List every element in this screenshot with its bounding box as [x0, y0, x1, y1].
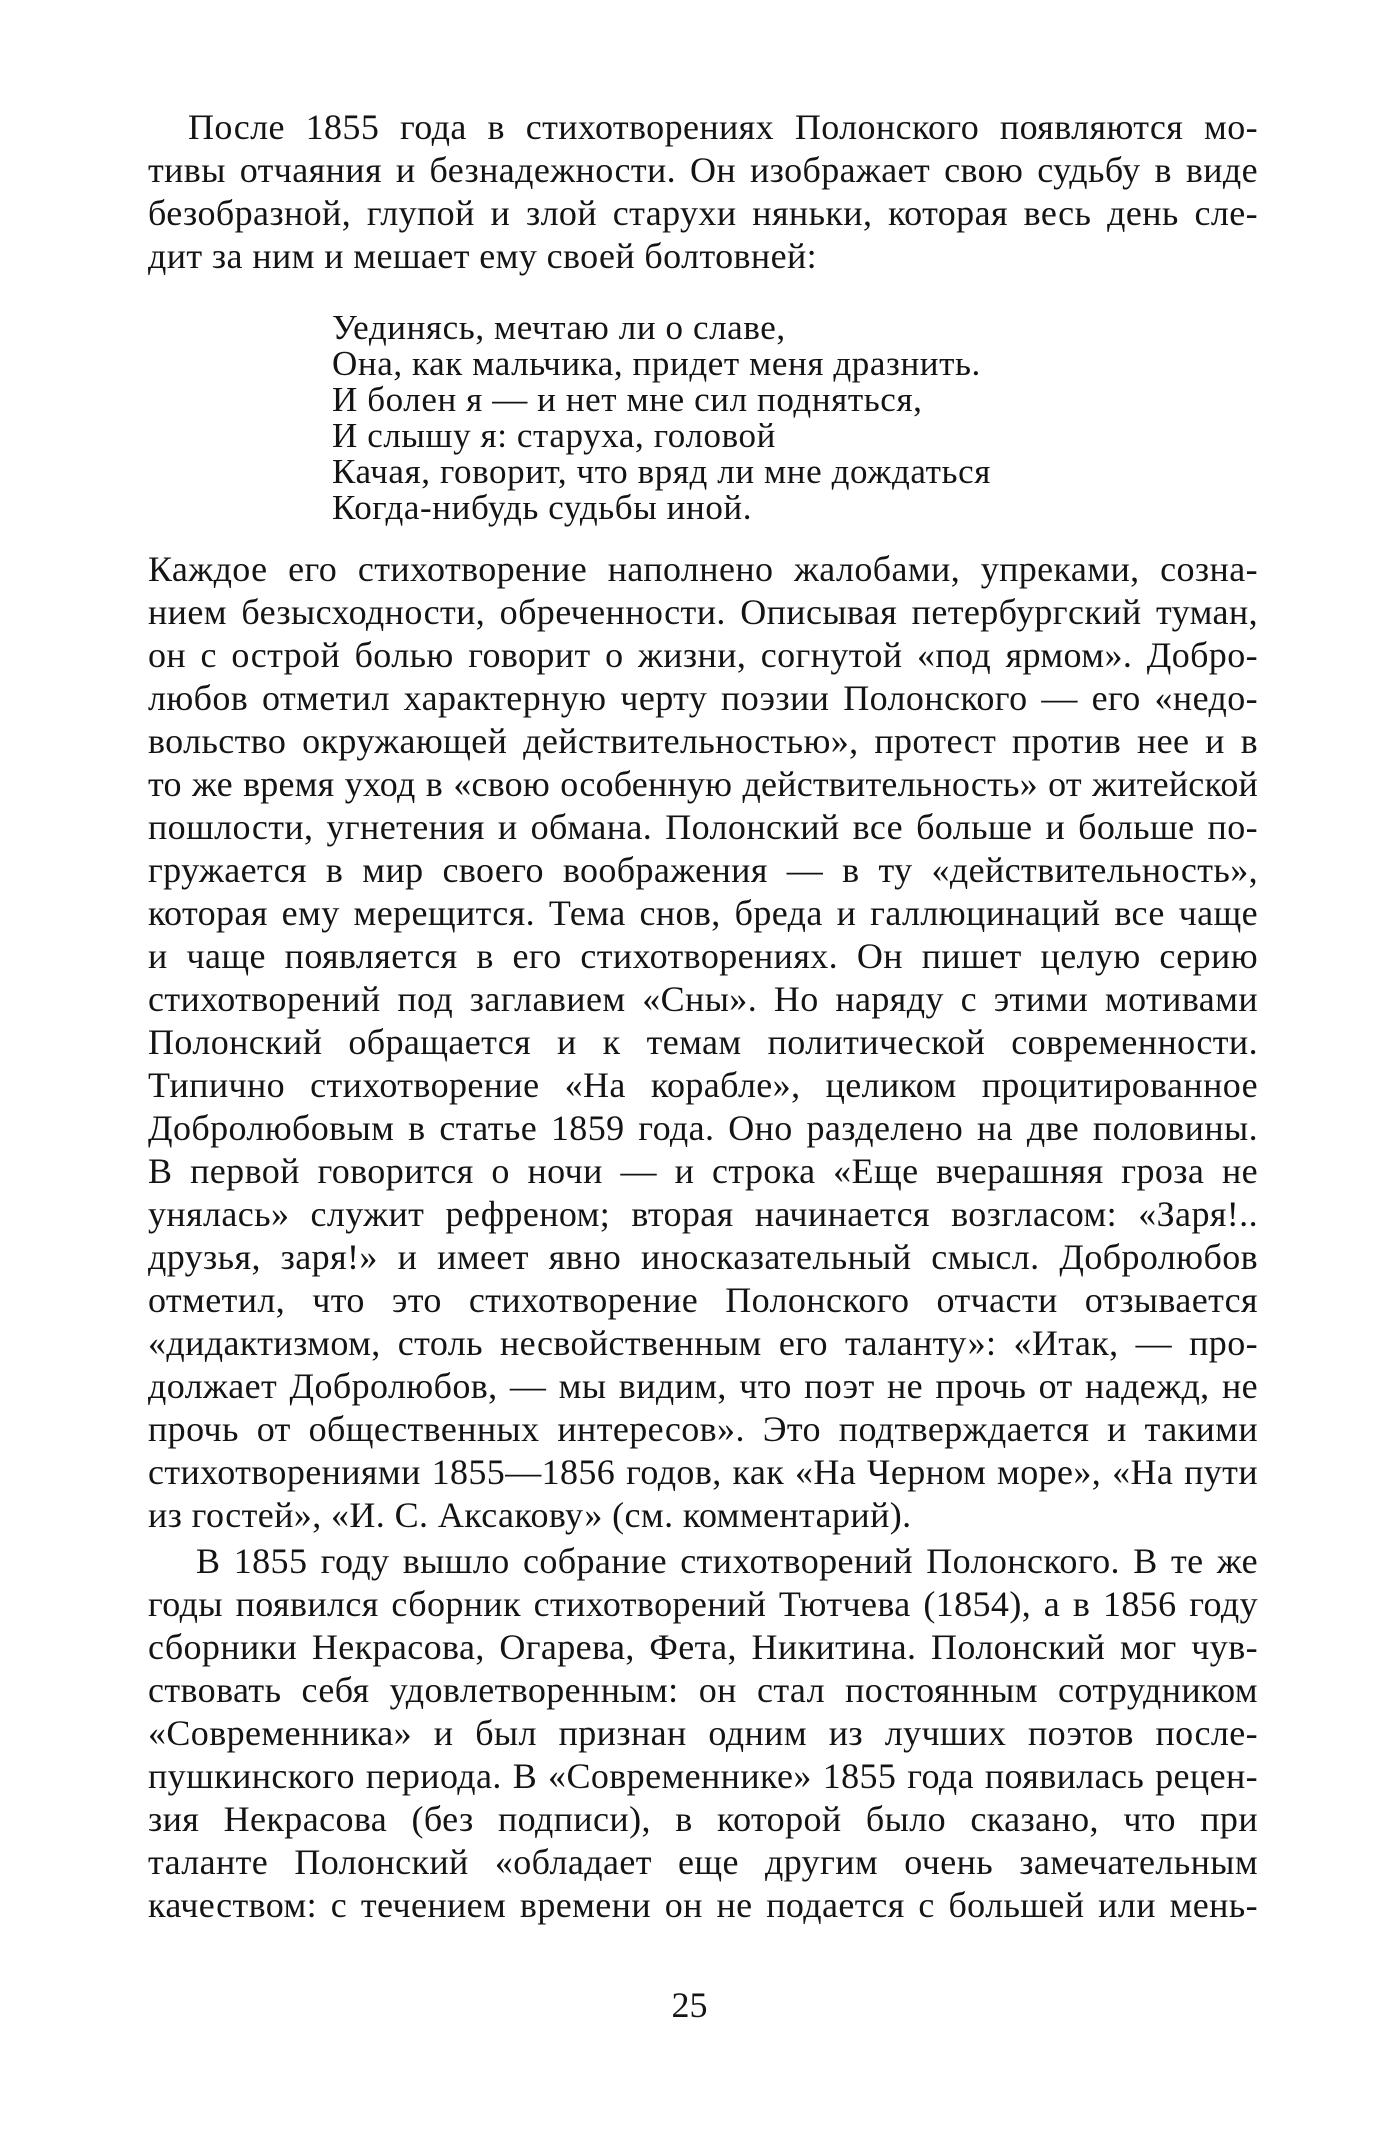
- paragraph-line: стихотворений под заглавием «Сны». Но наряду с этими мотивами: [148, 979, 1258, 1019]
- paragraph-line: и чаще появляется в его стихотворениях. Он пишет целую серию: [148, 936, 1258, 976]
- paragraph-line: таланте Полонский «обладает еще другим очень замечательным: [148, 1842, 1258, 1882]
- verse-line: Когда-нибудь судьбы иной.: [332, 488, 753, 527]
- paragraph-line: пушкинского периода. В «Современнике» 1855 года появилась рецен-: [148, 1756, 1258, 1796]
- paragraph-line: унялась» служит рефреном; вторая начинается возгласом: «Заря!..: [148, 1194, 1258, 1234]
- paragraph-line: Каждое его стихотворение наполнено жалобами, упреками, созна-: [148, 549, 1258, 589]
- verse-line: Качая, говорит, что вряд ли мне дождаться: [332, 452, 991, 491]
- verse-line: И слышу я: старуха, головой: [332, 416, 776, 455]
- verse-line: Уединясь, мечтаю ли о славе,: [332, 308, 786, 347]
- paragraph-line: должает Добролюбов, — мы видим, что поэт не прочь от надежд, не: [148, 1366, 1258, 1406]
- paragraph-line: стихотворениями 1855—1856 годов, как «На Черном море», «На пути: [148, 1452, 1258, 1492]
- paragraph-line: вольство окружающей действительностью», протест против нее и в: [148, 721, 1258, 761]
- paragraph-line: безобразной, глупой и злой старухи няньки, которая весь день сле-: [148, 193, 1258, 233]
- paragraph-line: После 1855 года в стихотворениях Полонского появляются мо-: [188, 107, 1258, 147]
- paragraph-line: В первой говорится о ночи — и строка «Еще вчерашняя гроза не: [148, 1151, 1258, 1191]
- paragraph-line: гружается в мир своего воображения — в ту «действительность»,: [148, 850, 1258, 890]
- paragraph-line: которая ему мерещится. Тема снов, бреда и галлюцинаций все чаще: [148, 893, 1258, 933]
- paragraph-line: прочь от общественных интересов». Это подтверждается и такими: [148, 1409, 1258, 1449]
- paragraph-line: дит за ним и мешает ему своей болтовней:: [148, 236, 818, 276]
- paragraph-line: качеством: с течением времени он не подается с большей или мень-: [148, 1885, 1258, 1925]
- paragraph-line: друзья, заря!» и имеет явно иносказательный смысл. Добролюбов: [148, 1237, 1258, 1277]
- paragraph-line: «Современника» и был признан одним из лучших поэтов после-: [148, 1713, 1258, 1753]
- paragraph-line: то же время уход в «свою особенную действительность» от житейской: [148, 764, 1258, 804]
- page-number: 25: [671, 1985, 708, 2025]
- paragraph-line: Полонский обращается и к темам политической современности.: [148, 1022, 1258, 1062]
- paragraph-line: любов отметил характерную черту поэзии Полонского — его «недо-: [148, 678, 1258, 718]
- paragraph-line: Типично стихотворение «На корабле», целиком процитированное: [148, 1065, 1258, 1105]
- paragraph-line: сборники Некрасова, Огарева, Фета, Никитина. Полонский мог чув-: [148, 1627, 1258, 1667]
- paragraph-line: отметил, что это стихотворение Полонского отчасти отзывается: [148, 1280, 1258, 1320]
- paragraph-line: Добролюбовым в статье 1859 года. Оно разделено на две половины.: [148, 1108, 1258, 1148]
- paragraph-line: годы появился сборник стихотворений Тютчева (1854), а в 1856 году: [148, 1584, 1258, 1624]
- paragraph-line: В 1855 году вышло собрание стихотворений Полонского. В те же: [196, 1541, 1258, 1581]
- paragraph-line: пошлости, угнетения и обмана. Полонский все больше и больше по-: [148, 807, 1258, 847]
- verse-line: И болен я — и нет мне сил подняться,: [332, 380, 923, 419]
- paragraph-line: он с острой болью говорит о жизни, согнутой «под ярмом». Добро-: [148, 635, 1258, 675]
- paragraph-line: зия Некрасова (без подписи), в которой было сказано, что при: [148, 1799, 1258, 1839]
- paragraph-line: «дидактизмом, столь несвойственным его таланту»: «Итак, — про-: [148, 1323, 1258, 1363]
- paragraph-line: ствовать себя удовлетворенным: он стал постоянным сотрудником: [148, 1670, 1258, 1710]
- paragraph-line: нием безысходности, обреченности. Описывая петербургский туман,: [148, 592, 1258, 632]
- paragraph-line: из гостей», «И. С. Аксакову» (см. комментарий).: [148, 1495, 912, 1535]
- verse-line: Она, как мальчика, придет меня дразнить.: [332, 344, 981, 383]
- paragraph-line: тивы отчаяния и безнадежности. Он изображает свою судьбу в виде: [148, 150, 1258, 190]
